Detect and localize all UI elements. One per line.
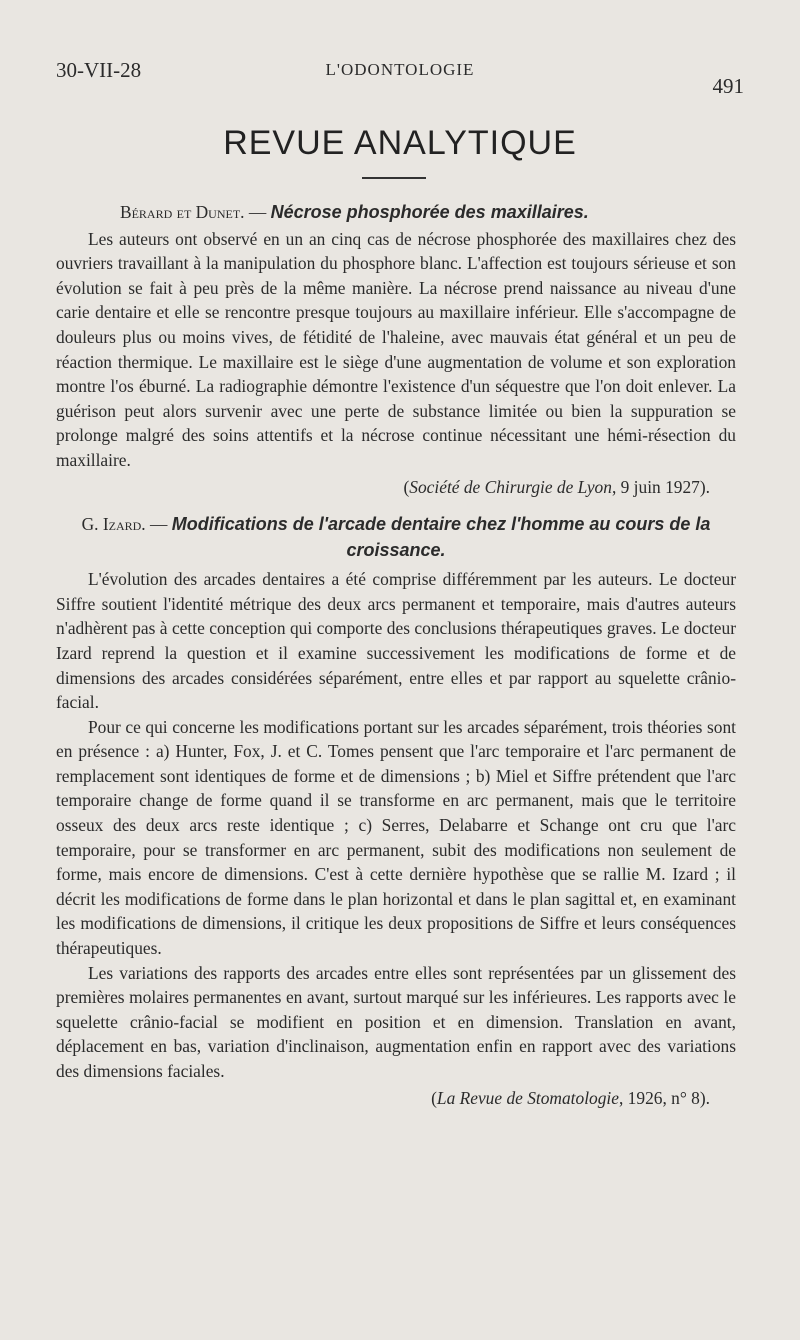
journal-name: L'ODONTOLOGIE (325, 60, 475, 79)
source-journal: Société de Chirurgie de Lyon (409, 476, 612, 497)
article-authors: Bérard et Dunet. (120, 202, 245, 222)
article-heading (56, 200, 736, 225)
section-title: REVUE ANALYTIQUE (223, 124, 577, 162)
article-authors: G. Izard. (81, 514, 146, 535)
heading-dash: — (145, 514, 172, 535)
heading-dash: — (244, 202, 271, 222)
article-heading (56, 511, 736, 563)
page-number: 491 (712, 74, 744, 98)
article-paragraph: L'évolution des arcades dentaires a été comprise différemment par les auteurs. Le docteur Siffre soutient l'identité métrique des deux arcs permanent et temporaire, mais d'autres auteurs n'adhèrent pas à cette conception qui comporte des conclusions thérapeutiques graves. Le docteur Izard reprend la question et il examine successivement les modifications de forme et de dimensions des arcades considérées séparément, entre elles et par rapport au squelette crânio-facial. (56, 569, 736, 713)
source-date: , 1926, n° 8). (618, 1087, 710, 1108)
running-head (56, 58, 744, 98)
source-open: ( (431, 1087, 437, 1108)
article-title: Modifications de l'arcade dentaire chez l'homme au cours de la croissance. (171, 514, 711, 561)
source-journal: La Revue de Stomatologie (436, 1087, 619, 1108)
issue-date: 30-VII-28 (56, 58, 142, 82)
source-date: , 9 juin 1927). (611, 476, 710, 497)
article-paragraph: Les auteurs ont observé en un an cinq cas de nécrose phosphorée des maxillaires chez des ouvriers travaillant à la manipulation du phosphore blanc. L'affection est toujours sérieuse et son évolution se fait à peu près de la même manière. La nécrose prend naissance au niveau d'une carie dentaire et elle se rencontre presque toujours au maxillaire inférieur. Elle s'accompagne de douleurs plus ou moins vives, de fétidité de l'haleine, avec mauvais état général et un peu de réaction thermique. Le maxillaire est le siège d'une augmentation de volume et son exploration montre l'os éburné. La radiographie démontre l'existence d'un séquestre que l'on doit enlever. La guérison peut alors survenir avec une perte de substance limitée ou bien la suppuration se prolonge malgré des soins attentifs et la nécrose continue nécessitant une hémi-résection du maxillaire. (56, 228, 736, 470)
article-body (56, 200, 736, 1110)
article-paragraph: Les variations des rapports des arcades entre elles sont représentées par un glissement des premières molaires permanentes en avant, surtout marqué sur les inférieures. Les rapports avec le squelette crânio-facial se modifient en position et en dimension. Translation en avant, déplacement en bas, variation d'inclinaison, augmentation enfin en rapport avec des variations des dimensions faciales. (56, 962, 736, 1081)
source-open: ( (403, 476, 410, 497)
article-paragraph: Pour ce qui concerne les modifications portant sur les arcades séparément, trois théories sont en présence : a) Hunter, Fox, J. et C. Tomes pensent que l'arc temporaire et l'arc permanent de remplacement sont identiques de forme et de dimensions ; b) Miel et Siffre prétendent que l'arc temporaire change de forme quand il se transforme en arc permanent, mais que le territoire osseux des deux arcs reste identique ; c) Serres, Delabarre et Schange ont cru que l'arc temporaire, pour se transformer en arc permanent, subit des modifications non seulement de forme, mais encore de dimensions. C'est à cette dernière hypothèse que se rallie M. Izard ; il décrit les modifications de forme dans le plan horizontal et dans le plan sagittal et, en examinant les modifications de dimensions, il critique les deux propositions de Siffre et leurs conséquences thérapeutiques. (56, 716, 736, 959)
article-title: Nécrose phosphorée des maxillaires. (270, 202, 589, 222)
title-rule (362, 177, 426, 179)
article-source (56, 475, 710, 500)
article-source (56, 1086, 710, 1111)
